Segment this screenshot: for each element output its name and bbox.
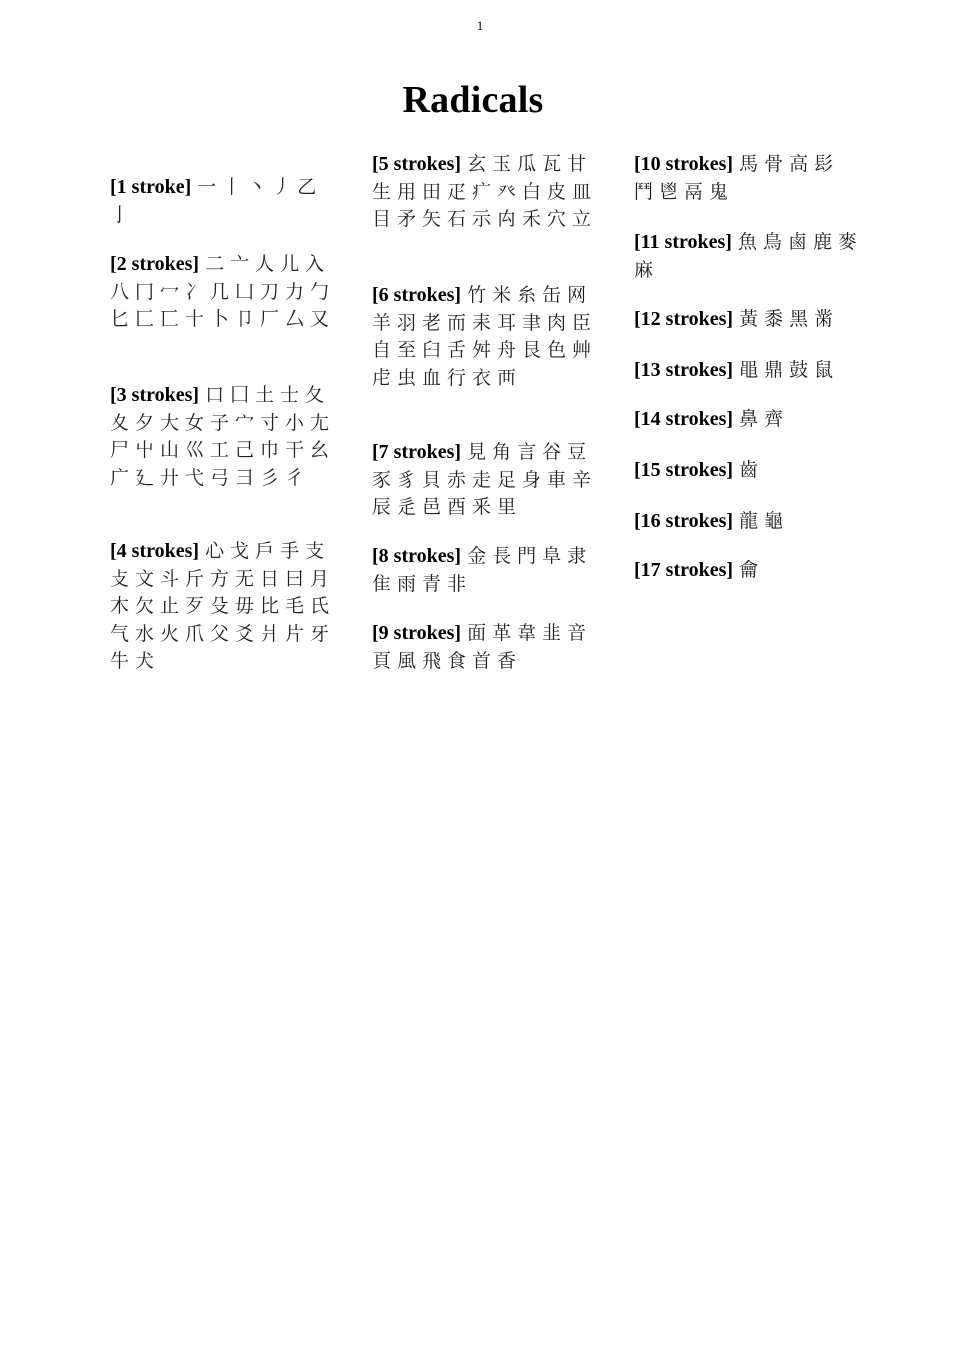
stroke-section [372,542,604,597]
radical-characters: 龍龜 [739,510,790,532]
stroke-section [634,405,864,433]
radical-characters: 竹米糸缶网羊羽老而耒耳聿肉臣自至臼舌舛舟艮色艸虍虫血行衣襾 [372,284,598,389]
stroke-count-label: [4 strokes] [110,540,200,562]
radical-characters: 黽鼎鼓鼠 [739,359,840,381]
stroke-count-label: [15 strokes] [634,459,734,481]
stroke-count-label: [11 strokes] [634,231,732,253]
stroke-section [372,438,604,521]
page-title: Radicals [402,79,544,121]
stroke-section [110,173,342,228]
stroke-section [372,150,604,233]
radical-characters: 玄玉瓜瓦甘生用田疋疒癶白皮皿目矛矢石示禸禾穴立 [372,153,598,230]
stroke-section [110,537,342,675]
stroke-count-label: [13 strokes] [634,359,734,381]
stroke-section [634,356,864,384]
stroke-section [634,150,864,205]
page-number: 1 [476,18,484,33]
stroke-count-label: [12 strokes] [634,308,734,330]
radical-characters: 馬骨高髟鬥鬯鬲鬼 [634,153,840,203]
radical-characters: 心戈戶手支攴文斗斤方无日曰月木欠止歹殳毋比毛氏气水火爪父爻爿片牙牛犬 [110,540,336,672]
stroke-section [372,619,604,674]
radical-characters: 金長門阜隶隹雨青非 [372,545,593,595]
stroke-section [634,228,864,283]
stroke-count-label: [1 stroke] [110,176,192,198]
stroke-count-label: [9 strokes] [372,622,462,644]
stroke-count-label: [3 strokes] [110,384,200,406]
radical-characters: 一丨丶丿乙亅 [110,176,323,226]
radical-characters: 鼻齊 [739,408,790,430]
radical-characters: 魚鳥鹵鹿麥麻 [634,231,863,281]
stroke-section [634,556,864,584]
stroke-section [634,456,864,484]
stroke-count-label: [6 strokes] [372,284,462,306]
stroke-section [110,381,342,491]
stroke-count-label: [2 strokes] [110,253,200,275]
radical-characters: 見角言谷豆豕豸貝赤走足身車辛辰辵邑酉釆里 [372,441,598,518]
stroke-count-label: [5 strokes] [372,153,462,175]
radical-characters: 齒 [739,459,765,481]
radical-characters: 面革韋韭音頁風飛食首香 [372,622,593,672]
stroke-count-label: [16 strokes] [634,510,734,532]
stroke-count-label: [14 strokes] [634,408,734,430]
stroke-count-label: [7 strokes] [372,441,462,463]
radical-characters: 黃黍黑黹 [739,308,840,330]
radical-characters: 龠 [739,559,765,581]
radical-characters: 口囗土士夂夊夕大女子宀寸小尢尸屮山巛工己巾干幺广廴廾弋弓彐彡彳 [110,384,336,489]
stroke-count-label: [8 strokes] [372,545,462,567]
stroke-section [372,281,604,391]
stroke-section [634,507,864,535]
stroke-section [634,305,864,333]
stroke-count-label: [10 strokes] [634,153,734,175]
stroke-section [110,250,342,333]
stroke-count-label: [17 strokes] [634,559,734,581]
radical-characters: 二亠人儿入八冂冖冫几凵刀力勹匕匚匸十卜卩厂厶又 [110,253,336,330]
